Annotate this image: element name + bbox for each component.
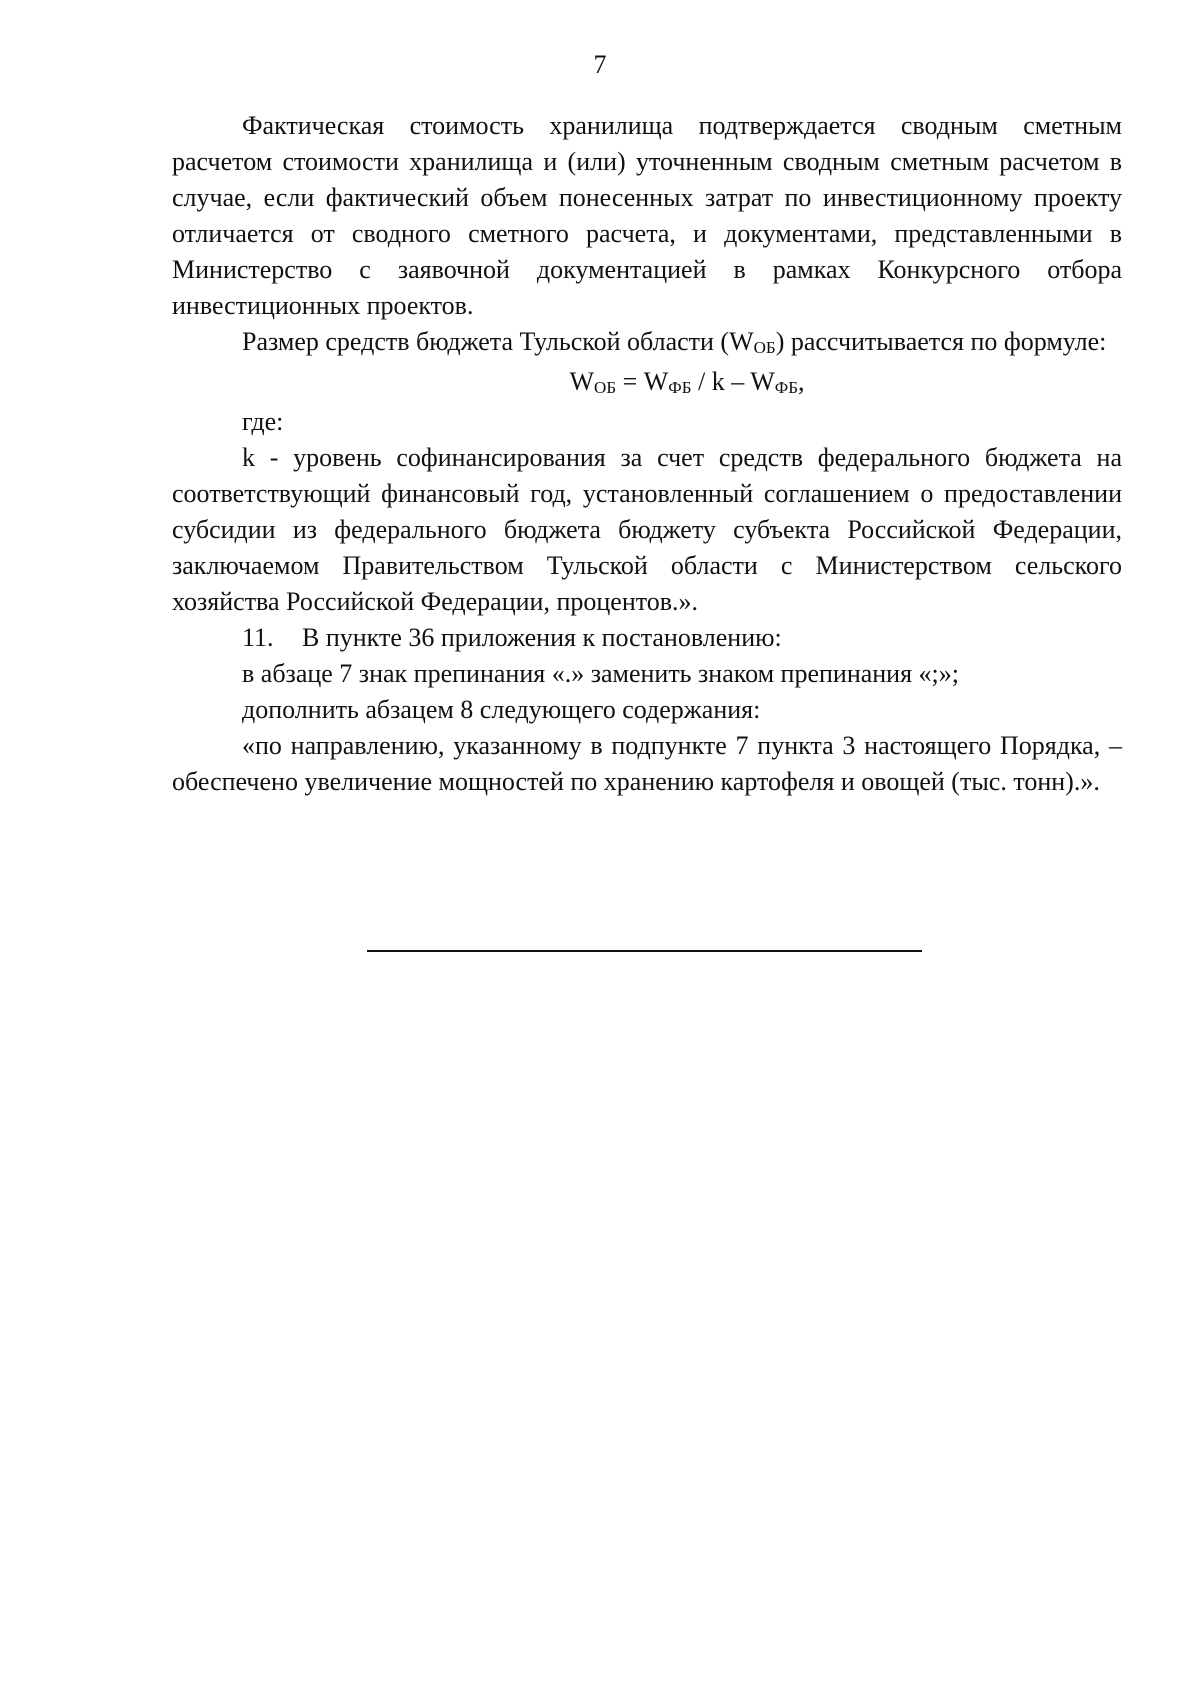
subscript-ob: ОБ bbox=[753, 338, 776, 357]
item-11-text: В пункте 36 приложения к постановлению: bbox=[302, 623, 782, 652]
paragraph-item-11 bbox=[172, 620, 1122, 656]
paragraph-quoted-addition: «по направлению, указанному в подпункте 7 пункта 3 настоящего Порядка, – обеспечено увеличение мощностей по хранению картофеля и овощей (тыс. тонн).». bbox=[172, 731, 1122, 796]
formula-sub-fb-2: ФБ bbox=[774, 378, 798, 397]
paragraph-punctuation-change: в абзаце 7 знак препинания «.» заменить знаком препинания «;»; bbox=[242, 659, 960, 688]
formula-end: , bbox=[798, 367, 805, 396]
formula-mid: / k – W bbox=[691, 367, 775, 396]
end-divider-line bbox=[367, 950, 922, 952]
page-number: 7 bbox=[593, 50, 607, 79]
document-body bbox=[172, 108, 1122, 800]
paragraph-budget-size-text-1: Размер средств бюджета Тульской области (W bbox=[242, 327, 754, 356]
paragraph-budget-size bbox=[172, 324, 1122, 360]
formula-sub-ob: ОБ bbox=[594, 378, 617, 397]
formula bbox=[172, 360, 1122, 404]
paragraph-add-abzac: дополнить абзацем 8 следующего содержания: bbox=[242, 695, 761, 724]
paragraph-k-definition: k - уровень софинансирования за счет средств федерального бюджета на соответствующий финансовый год, установленный соглашением о предоставлении субсидии из федерального бюджета бюджету субъекта Российской Федерации, заключаемом Правительством Тульской области с Министерством сельского хозяйства Российской Федерации, процентов.». bbox=[172, 443, 1122, 616]
paragraph-budget-size-text-2: ) рассчитывается по формуле: bbox=[775, 327, 1107, 356]
formula-sub-fb-1: ФБ bbox=[668, 378, 692, 397]
formula-w1: W bbox=[569, 367, 595, 396]
where-label: где: bbox=[242, 407, 284, 436]
paragraph-storage-cost: Фактическая стоимость хранилища подтверждается сводным сметным расчетом стоимости хранилища и (или) уточненным сводным сметным расчетом в случае, если фактический объем понесенных затрат по инвестиционному проекту отличается от сводного сметного расчета, и документами, представленными в Министерство с заявочной документацией в рамках Конкурсного отбора инвестиционных проектов. bbox=[172, 111, 1122, 320]
formula-eq: = W bbox=[616, 367, 669, 396]
item-number: 11. bbox=[242, 623, 274, 652]
